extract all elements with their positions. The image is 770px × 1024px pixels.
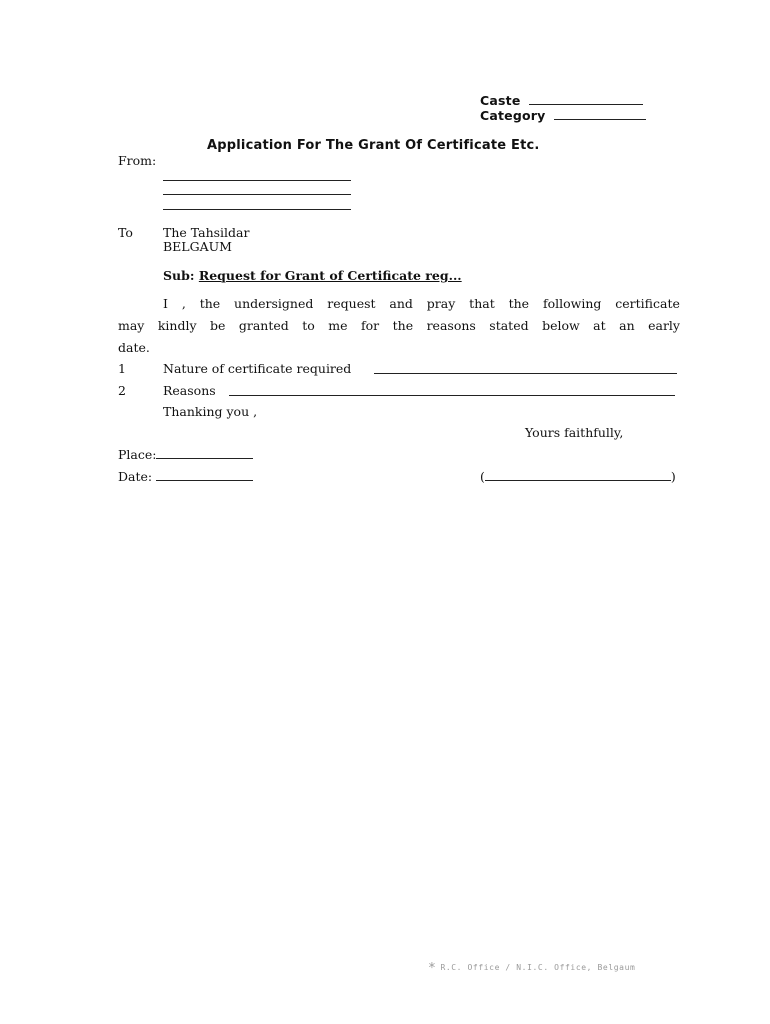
- body-line-1: [163, 296, 680, 311]
- certificate-nature-blank[interactable]: [374, 373, 677, 374]
- subject-text: Request for Grant of Certificate reg...: [198, 268, 462, 283]
- body-word: I: [163, 296, 168, 311]
- category-field: [480, 108, 646, 123]
- signature-field: [480, 469, 676, 484]
- reasons-blank[interactable]: [229, 395, 675, 396]
- item-2-number: 2: [118, 383, 126, 398]
- date-label: Date:: [118, 469, 153, 484]
- item-2-label: Reasons: [163, 383, 216, 398]
- body-word: for: [361, 318, 380, 333]
- caste-label: Caste: [480, 93, 521, 108]
- from-address-line-2[interactable]: [163, 194, 351, 195]
- footer-text: R.C. Office / N.I.C. Office, Belgaum: [440, 963, 636, 972]
- closing-text: Yours faithfully,: [525, 425, 624, 440]
- thanking-text: Thanking you ,: [163, 404, 258, 419]
- body-word: be: [210, 318, 226, 333]
- body-word: undersigned: [234, 296, 314, 311]
- caste-blank[interactable]: [529, 94, 643, 105]
- body-word: pray: [426, 296, 456, 311]
- place-blank[interactable]: [156, 448, 253, 459]
- signature-open-paren: (: [480, 469, 485, 484]
- footer: [428, 961, 635, 976]
- signature-close-paren: ): [670, 469, 676, 484]
- body-word: kindly: [157, 318, 197, 333]
- body-word: certificate: [615, 296, 680, 311]
- place-label: Place:: [118, 447, 157, 462]
- body-word: may: [118, 318, 145, 333]
- body-word: granted: [238, 318, 289, 333]
- item-1-label: Nature of certificate required: [163, 361, 352, 376]
- subject: [163, 268, 462, 283]
- from-address-line-1[interactable]: [163, 180, 351, 181]
- date-blank[interactable]: [156, 470, 253, 481]
- body-word: and: [389, 296, 413, 311]
- body-word: the: [199, 296, 221, 311]
- signature-blank[interactable]: [485, 470, 671, 481]
- from-label: From:: [118, 153, 157, 168]
- category-label: Category: [480, 108, 546, 123]
- body-word: that: [469, 296, 495, 311]
- body-word: the: [508, 296, 530, 311]
- body-word: to: [302, 318, 315, 333]
- to-label: To: [118, 225, 133, 240]
- body-word: an: [619, 318, 635, 333]
- body-word: stated: [489, 318, 529, 333]
- star-icon: *: [428, 961, 437, 976]
- date-field: [118, 469, 253, 484]
- body-word: at: [593, 318, 606, 333]
- body-line-2: [118, 318, 680, 333]
- body-word: reasons: [426, 318, 476, 333]
- item-1-number: 1: [118, 361, 126, 376]
- body-word: request: [327, 296, 376, 311]
- category-blank[interactable]: [554, 109, 646, 120]
- from-address-line-3[interactable]: [163, 209, 351, 210]
- caste-field: [480, 93, 643, 108]
- to-city: BELGAUM: [163, 239, 232, 254]
- to-recipient: The Tahsildar: [163, 225, 250, 240]
- body-word: the: [392, 318, 414, 333]
- body-word: early: [648, 318, 680, 333]
- place-field: [118, 447, 253, 462]
- subject-prefix: Sub:: [163, 268, 195, 283]
- body-word: ,: [181, 296, 186, 311]
- document-title: Application For The Grant Of Certificate Etc.: [207, 138, 540, 153]
- body-word: below: [542, 318, 580, 333]
- body-line-3: date.: [118, 340, 150, 355]
- body-word: following: [542, 296, 602, 311]
- body-word: me: [328, 318, 348, 333]
